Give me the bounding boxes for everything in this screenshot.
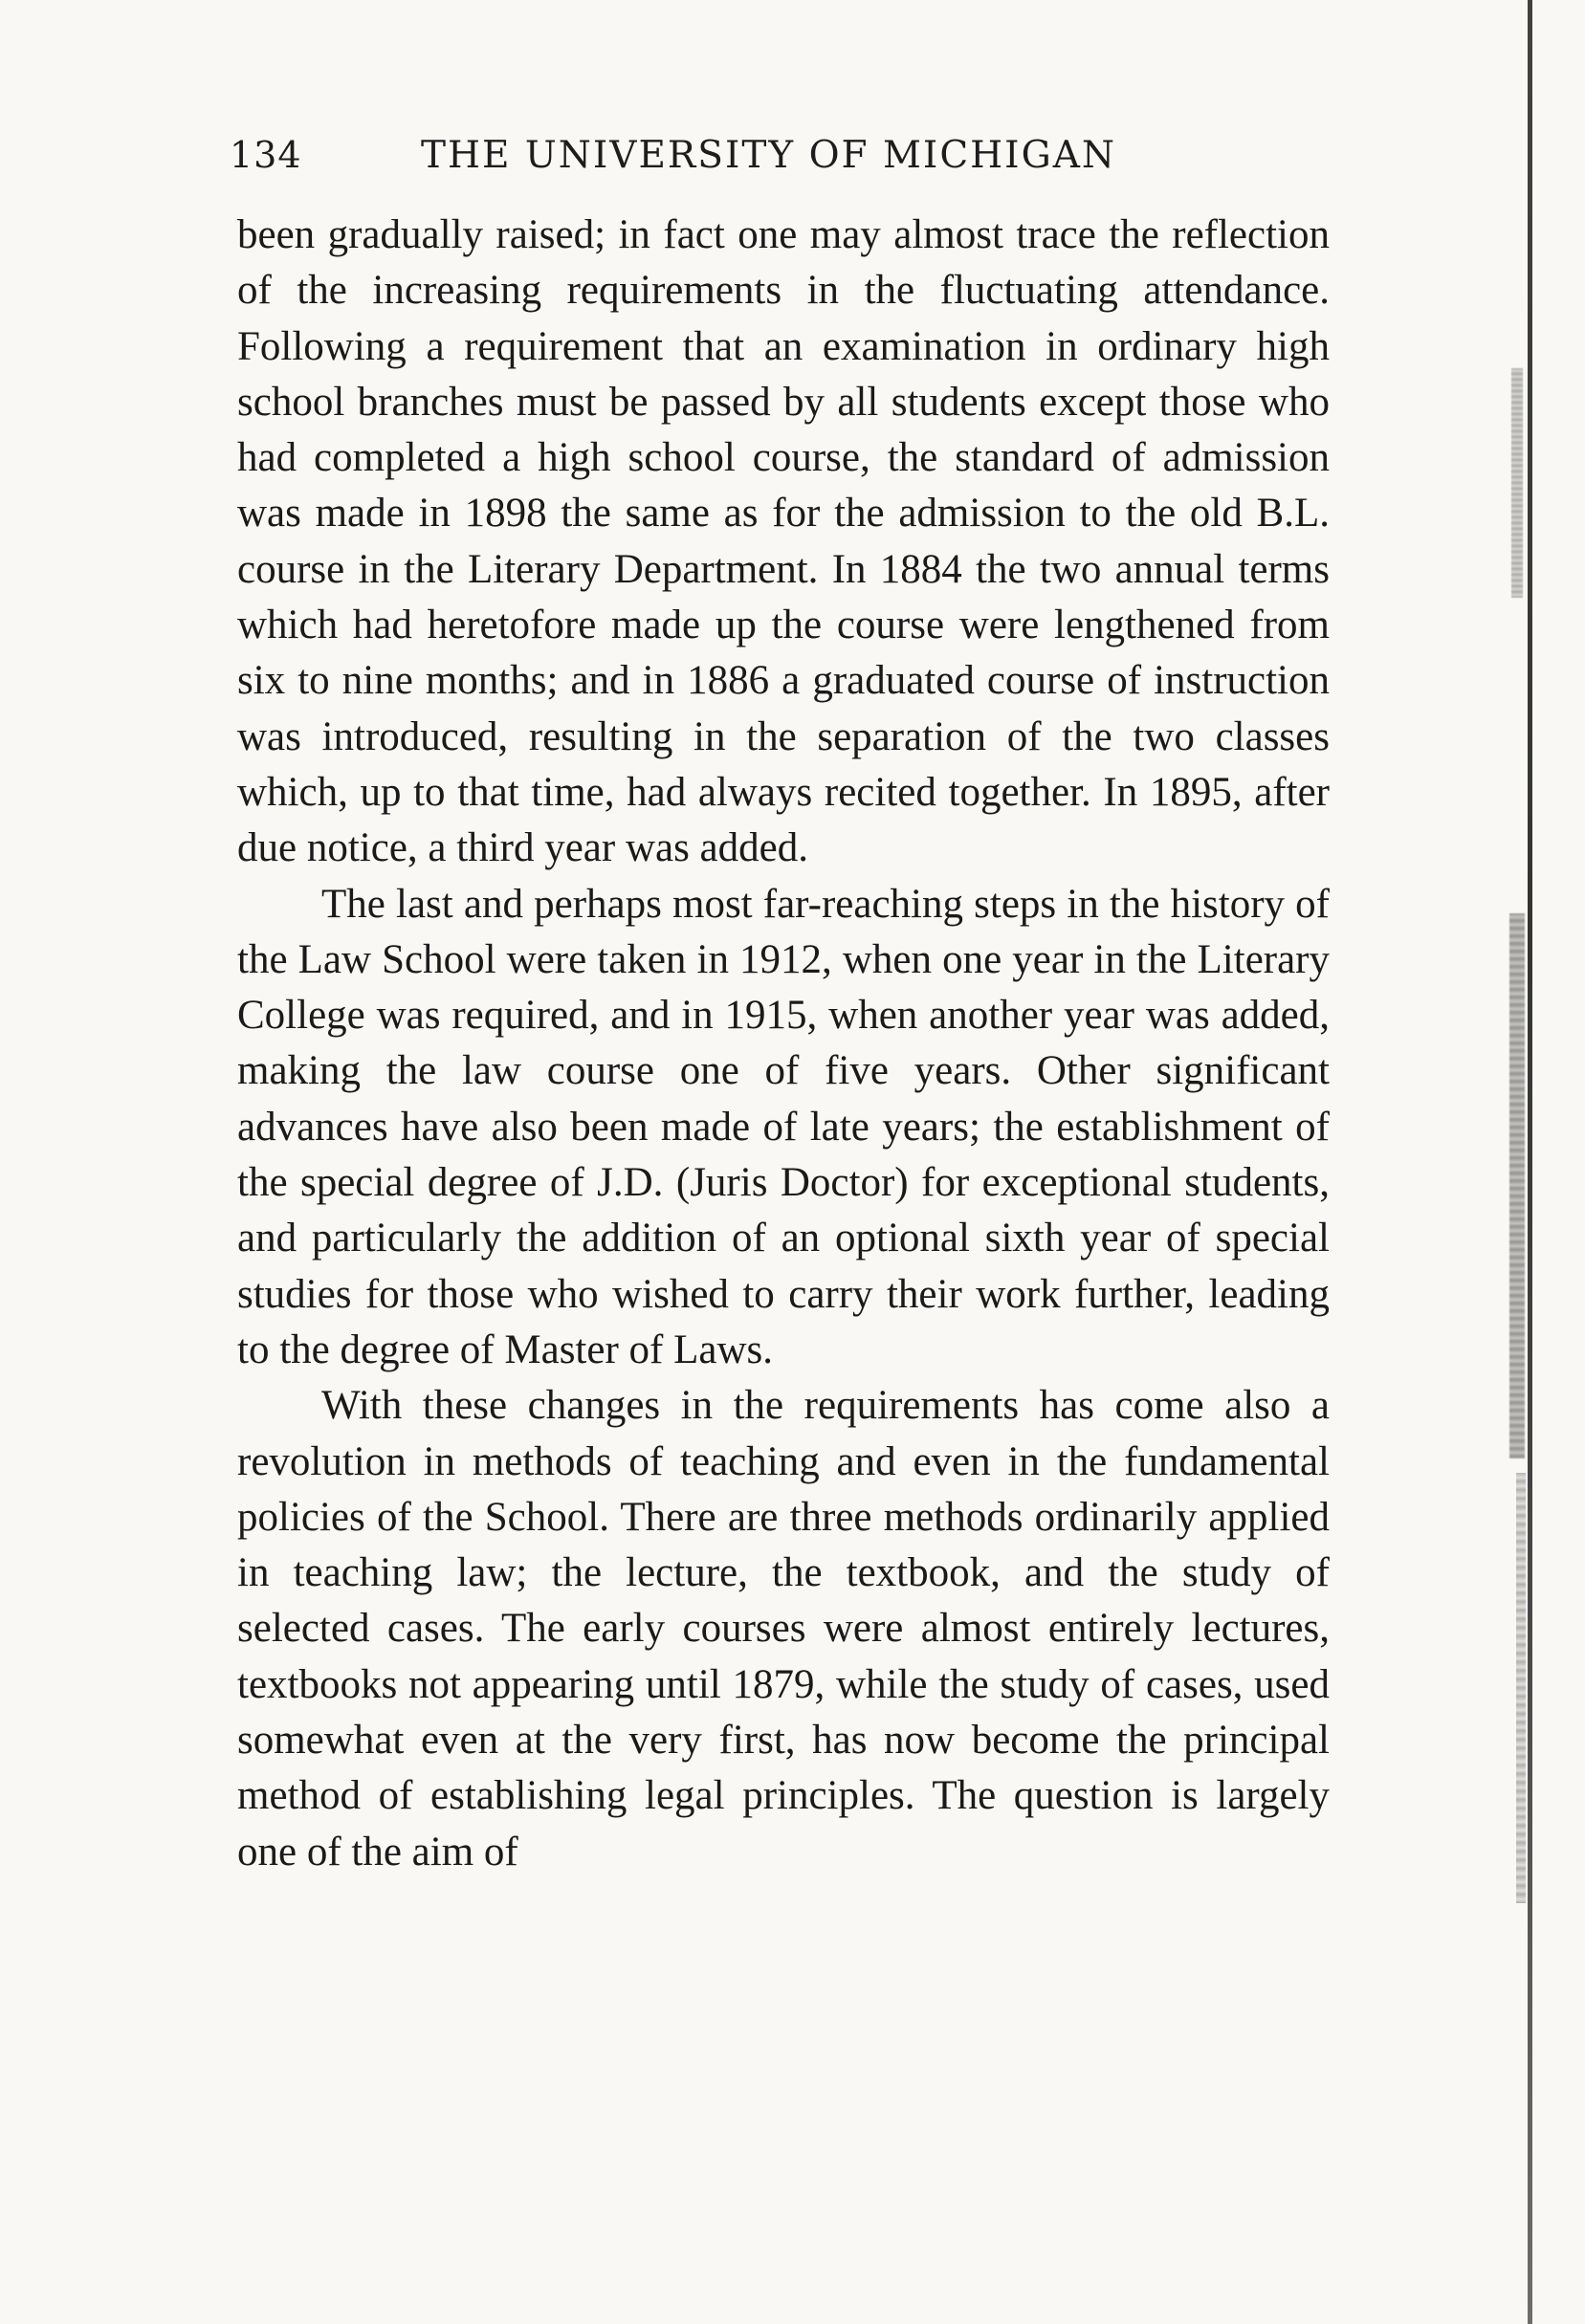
paragraph: The last and perhaps most far-reaching steps in the history of the Law School were taken in 1912, when one year in the Literary College was required, and in 1915, when another year was added, making the law course one of five years. Other significant advances have also been made of late years; the establishment of the special degree of J.D. (Juris Doctor) for exceptional students, and particularly the addition of an optional sixth year of special studies for those who wished to carry their work further, leading to the degree of Master of Laws. [237,881,1330,1372]
body-text [237,208,1330,1880]
page-header [230,134,1330,191]
paragraph: With these changes in the requirements has come also a revolution in methods of teaching and even in the fundamental policies of the School. There are three methods ordinarily applied in teaching law; the lecture, the textbook, and the study of selected cases. The early courses were almost entirely lectures, textbooks not appearing until 1879, while the study of cases, used somewhat even at the very first, has now become the principal method of establishing legal principles. The question is largely one of the aim of [237,1383,1330,1875]
paragraph-continued: been gradually raised; in fact one may almost trace the reflection of the increasing requirements in the fluctuating attendance. Following a requirement that an examination in ordinary high school branches must be passed by all students except those who had completed a high school course, the standard of admission was made in 1898 the same as for the admission to the old B.L. course in the Literary Department. In 1884 the two annual terms which had heretofore made up the course were lengthened from six to nine months; and in 1886 a graduated course of instruction was introduced, resulting in the separation of the two classes which, up to that time, had always recited together. In 1895, after due notice, a third year was added. [237,212,1330,871]
scan-edge-shadow [1509,913,1525,1458]
scan-edge-shadow [1516,1473,1526,1903]
scan-edge-rule [1528,0,1532,2324]
running-title: THE UNIVERSITY OF MICHIGAN [421,134,1117,177]
scan-edge-shadow [1511,368,1523,598]
page-number: 134 [230,134,302,176]
